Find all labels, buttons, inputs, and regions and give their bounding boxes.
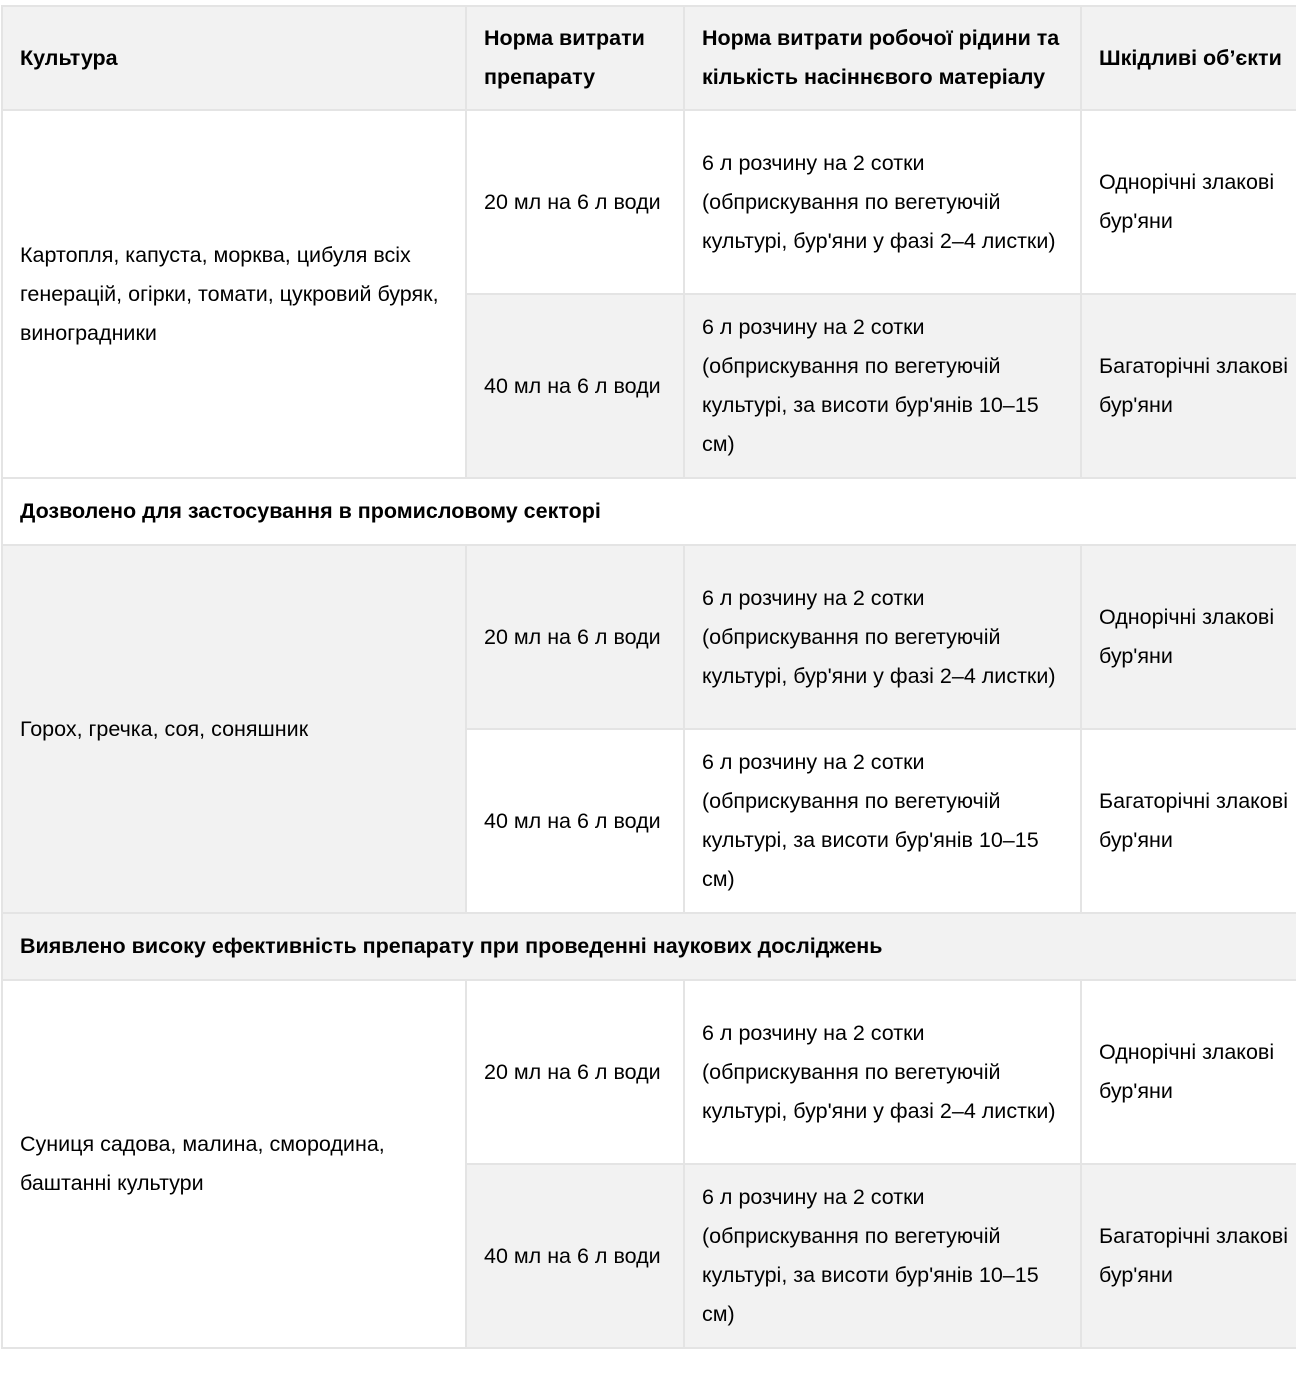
table-container: [1, 5, 1296, 1349]
header-pests: Шкідливі об’єкти: [1081, 6, 1296, 110]
rate-cell: 20 мл на 6 л води: [466, 545, 684, 729]
rate-cell: 40 мл на 6 л води: [466, 294, 684, 478]
liquid-cell: 6 л розчину на 2 сотки (обприскування по вегетуючій культурі, бур'яни у фазі 2–4 листки): [684, 545, 1081, 729]
liquid-cell: 6 л розчину на 2 сотки (обприскування по вегетуючій культурі, бур'яни у фазі 2–4 листки): [684, 110, 1081, 294]
pests-cell: Багаторічні злакові бур'яни: [1081, 729, 1296, 913]
crop-cell: Картопля, капуста, морква, цибуля всіх генерацій, огірки, томати, цукровий буряк, виноградники: [2, 110, 466, 478]
section-title: Виявлено високу ефективність препарату при проведенні наукових досліджень: [2, 913, 1296, 980]
crop-cell: Горох, гречка, соя, соняшник: [2, 545, 466, 913]
header-rate: Норма витрати препарату: [466, 6, 684, 110]
section-row: [2, 478, 1296, 545]
crop-cell: Суниця садова, малина, смородина, баштанні культури: [2, 980, 466, 1348]
liquid-cell: 6 л розчину на 2 сотки (обприскування по вегетуючій культурі, бур'яни у фазі 2–4 листки): [684, 980, 1081, 1164]
rate-cell: 40 мл на 6 л води: [466, 729, 684, 913]
section-title: Дозволено для застосування в промисловому секторі: [2, 478, 1296, 545]
liquid-cell: 6 л розчину на 2 сотки (обприскування по вегетуючій культурі, за висоти бур'янів 10–15 см): [684, 729, 1081, 913]
liquid-cell: 6 л розчину на 2 сотки (обприскування по вегетуючій культурі, за висоти бур'янів 10–15 см): [684, 1164, 1081, 1348]
table-row: [2, 110, 1296, 294]
section-row: [2, 913, 1296, 980]
pests-cell: Однорічні злакові бур'яни: [1081, 110, 1296, 294]
pests-cell: Багаторічні злакові бур'яни: [1081, 294, 1296, 478]
header-row: [2, 6, 1296, 110]
table-row: [2, 980, 1296, 1164]
pests-cell: Багаторічні злакові бур'яни: [1081, 1164, 1296, 1348]
rate-cell: 20 мл на 6 л води: [466, 110, 684, 294]
header-liquid: Норма витрати робочої рідини та кількість насіннєвого матеріалу: [684, 6, 1081, 110]
pests-cell: Однорічні злакові бур'яни: [1081, 980, 1296, 1164]
table-row: [2, 545, 1296, 729]
liquid-cell: 6 л розчину на 2 сотки (обприскування по вегетуючій культурі, за висоти бур'янів 10–15 см): [684, 294, 1081, 478]
rate-cell: 20 мл на 6 л води: [466, 980, 684, 1164]
header-crop: Культура: [2, 6, 466, 110]
pests-cell: Однорічні злакові бур'яни: [1081, 545, 1296, 729]
rate-cell: 40 мл на 6 л води: [466, 1164, 684, 1348]
herbicide-usage-table: [1, 5, 1296, 1349]
